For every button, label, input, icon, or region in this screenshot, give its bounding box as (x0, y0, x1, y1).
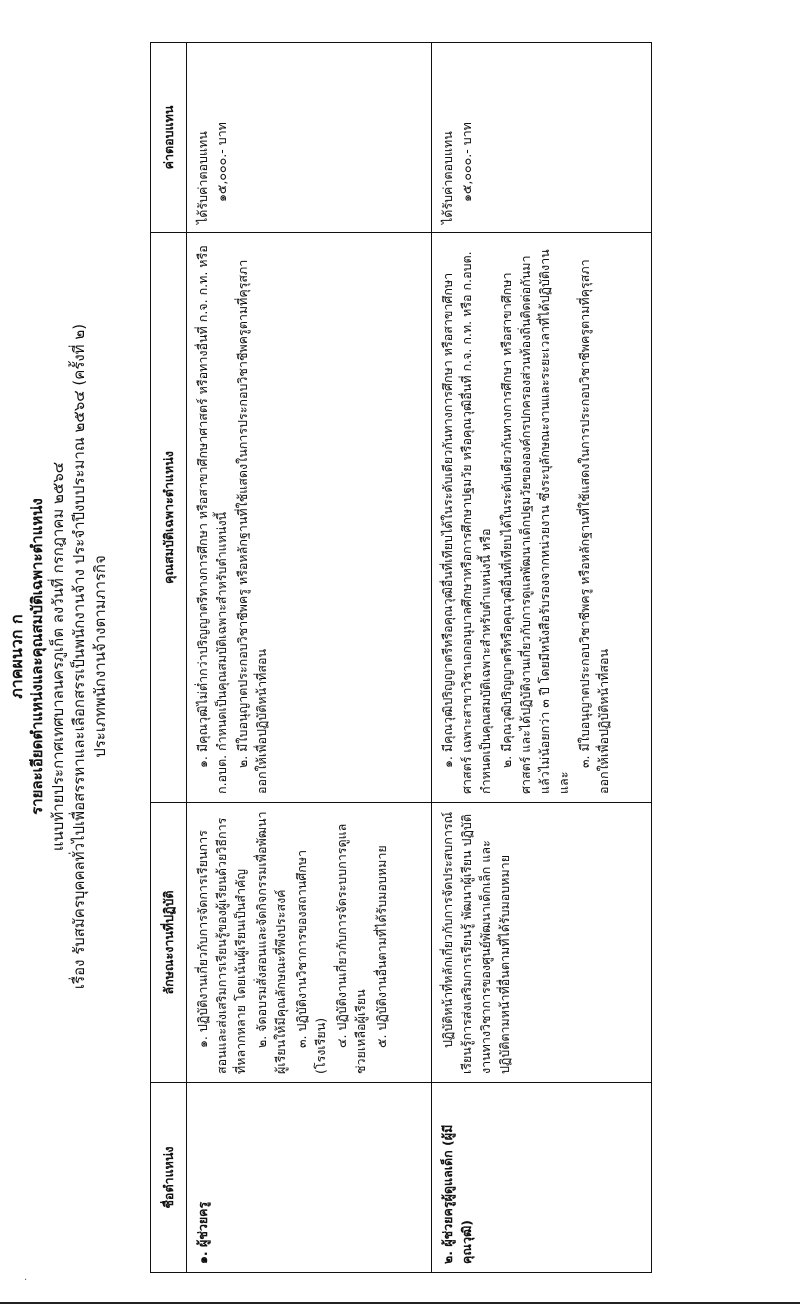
qualification-item: ๑. มีคุณวุฒิไม่ต่ำกว่าปริญญาตรีทางการศึกษา หรือสาขาศึกษาศาสตร์ หรือทางอื่นที่ ก.จ. ก.ท. หรือ ก.อบต. กำหนดเป็นคุณสมบัติเฉพาะสำหรับตำแหน่งนี้ (195, 245, 229, 794)
compensation-label: ได้รับค่าตอบแทน (440, 131, 455, 224)
header-position: ชื่อตำแหน่ง (151, 1083, 187, 1273)
positions-table (150, 42, 652, 1273)
announcement-subject: เรื่อง รับสมัครบุคคลทั่วไปเพื่อสรรหาและเลือกสรรเป็นพนักงานจ้าง ประจำปีงบประมาณ ๒๕๖๔ (ครั้งที่ ๒) (70, 323, 88, 990)
qualifications-cell (432, 233, 652, 803)
appendix-title: ภาคผนวก ก (7, 614, 26, 699)
qualifications-cell (187, 233, 432, 803)
duties-cell (187, 803, 432, 1083)
compensation-label: ได้รับค่าตอบแทน (195, 131, 210, 224)
duty-item: ปฏิบัติหน้าที่หลักเกี่ยวกับการจัดประสบการณ์เรียนรู้การส่งเสริมการเรียนรู้ พัฒนาผู้เรียน ปฏิบัติงานทางวิชาการของศูนย์พัฒนาเด็กเล็ก และปฏิบัติตามหน้าที่อื่นตามที่ได้รับมอบหมาย (440, 811, 512, 1074)
table-row (432, 43, 652, 1273)
duty-item: ๔. ปฏิบัติงานเกี่ยวกับการจัดระบบการดูแลช่วยเหลือผู้เรียน (334, 823, 368, 1074)
qualification-item: ๑. มีคุณวุฒิปริญญาตรีหรือคุณวุฒิอื่นที่เทียบได้ในระดับเดียวกันทางการศึกษา หรือสาขาศึกษาศาสตร์ เฉพาะสาขาวิชาเอกอนุบาลศึกษาหรือการศึกษาปฐมวัย หรือคุณวุฒิอื่นที่ ก.จ. ก.ท. หรือ ก.อบต. กำหนดเป็นคุณสมบัติเฉพาะสำหรับตำแหน่งนี้ หรือ (440, 251, 493, 794)
qualification-item: ๒. มีใบอนุญาตประกอบวิชาชีพครู หรือหลักฐานที่ใช้แสดงในการประกอบวิชาชีพครูตามที่คุรุสภาออกให้เพื่อปฏิบัติหน้าที่สอน (235, 259, 269, 794)
compensation-amount: ๑๕,๐๐๐.- บาท (459, 122, 474, 202)
scan-mark: . (24, 1272, 28, 1283)
compensation-cell (187, 43, 432, 233)
employee-type: ประเภทพนักงานจ้างตามภารกิจ (91, 555, 109, 758)
position-name: ๒. ผู้ช่วยครูผู้ดูแลเด็ก (ผู้มีคุณวุฒิ) (432, 1083, 652, 1273)
header-qualifications: คุณสมบัติเฉพาะตำแหน่ง (151, 233, 187, 803)
document-header (6, 0, 111, 1313)
header-compensation: ค่าตอบแทน (151, 43, 187, 233)
page-bottom-rule (0, 1302, 800, 1304)
table-header-row (151, 43, 187, 1273)
compensation-amount: ๑๕,๐๐๐.- บาท (214, 122, 229, 202)
duty-item: ๑. ปฏิบัติงานเกี่ยวกับการจัดการเรียนการสอนและส่งเสริมการเรียนรู้ของผู้เรียนด้วยวิธีการที่หลากหลาย โดยเน้นผู้เรียนเป็นสำคัญ (195, 817, 248, 1074)
qualification-item: ๓. มีใบอนุญาตประกอบวิชาชีพครู หรือหลักฐานที่ใช้แสดงในการประกอบวิชาชีพครูตามที่คุรุสภาออกให้เพื่อปฏิบัติหน้าที่สอน (577, 259, 611, 794)
position-name: ๑. ผู้ช่วยครู (187, 1083, 432, 1273)
duties-cell (432, 803, 652, 1083)
compensation-cell (432, 43, 652, 233)
duty-item: ๒. จัดอบรมสั่งสอนและจัดกิจกรรมเพื่อพัฒนาผู้เรียนให้มีคุณลักษณะที่พึงประสงค์ (254, 811, 288, 1074)
duty-item: ๓. ปฏิบัติงานวิชาการของสถานศึกษา (โรงเรียน) (294, 849, 328, 1074)
table-row (187, 43, 432, 1273)
document-subtitle: รายละเอียดตำแหน่งและคุณสมบัติเฉพาะตำแหน่ง (28, 498, 46, 815)
announcement-reference: แนบท้ายประกาศเทศบาลนครภูเก็ต ลงวันที่ กรกฎาคม ๒๕๖๔ (49, 461, 67, 852)
qualification-item: ๒. มีคุณวุฒิปริญญาตรีหรือคุณวุฒิอื่นที่เทียบได้ในระดับเดียวกันทางการศึกษา หรือสาขาศึกษาศาสตร์ และได้ปฏิบัติงานเกี่ยวกับการดูแลพัฒนาเด็กปฐมวัยขององค์กรปกครองส่วนท้องถิ่นติดต่อกันมาแล้วไม่น้อยกว่า ๓ ปี โดยมีหนังสือรับรองจากหน่วยงาน ซึ่งระบุลักษณะงานและระยะเวลาที่ได้ปฏิบัติงาน และ (499, 249, 571, 794)
header-duties: ลักษณะงานที่ปฏิบัติ (151, 803, 187, 1083)
duty-item: ๕. ปฏิบัติงานอื่นตามที่ได้รับมอบหมาย (374, 845, 389, 1048)
